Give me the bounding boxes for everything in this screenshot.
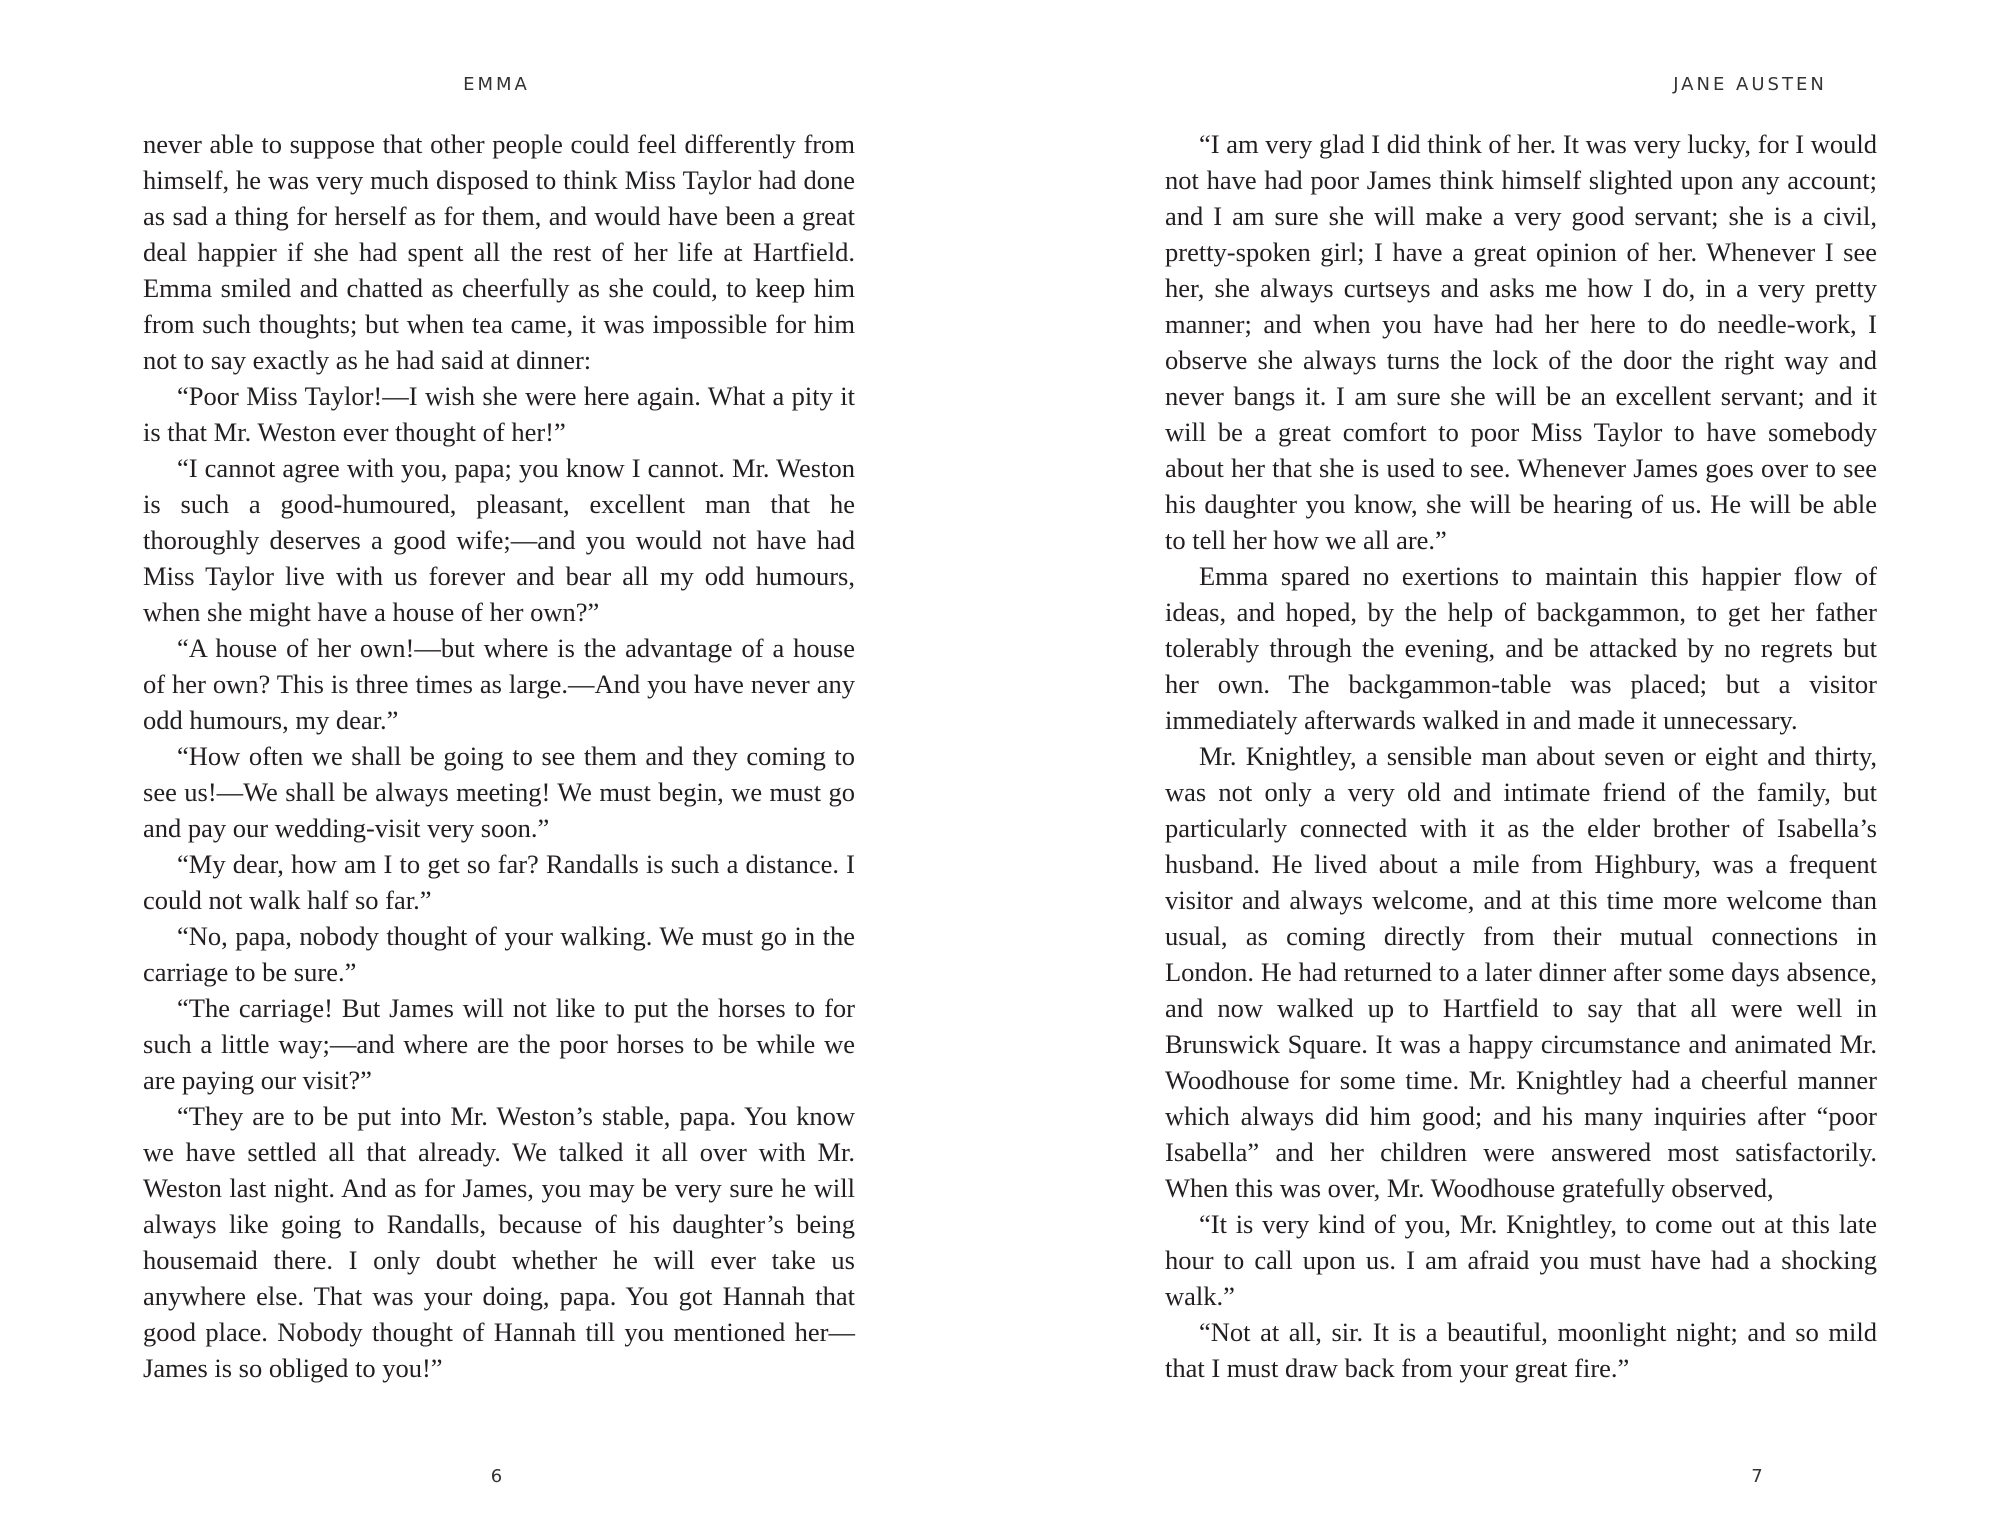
paragraph: “Not at all, sir. It is a beautiful, moonlight night; and so mild that I must draw back from your great fire.” [1165,1317,1877,1383]
paragraph: “I cannot agree with you, papa; you know I cannot. Mr. Weston is such a good-humoured, pleasant, excellent man that he thoroughly deserves a good wife;—and you would not have had Miss Taylor live with us forever and bear all my odd humours, when she might have a house of her own?” [143,453,855,627]
paragraph: “Poor Miss Taylor!—I wish she were here again. What a pity it is that Mr. Weston ever thought of her!” [143,381,855,447]
paragraph: “The carriage! But James will not like to put the horses to for such a little way;—and where are the poor horses to be while we are paying our visit?” [143,993,855,1095]
running-head-left: EMMA [463,74,530,95]
paragraph: never able to suppose that other people could feel differently from himself, he was very much disposed to think Miss Taylor had done as sad a thing for herself as for them, and would have been a great deal happier if she had spent all the rest of her life at Hartfield. Emma smiled and chatted as cheerfully as she could, to keep him from such thoughts; but when tea came, it was impossible for him not to say exactly as he had said at dinner: [143,129,855,375]
paragraph: “How often we shall be going to see them and they coming to see us!—We shall be always meeting! We must begin, we must go and pay our wedding-visit very soon.” [143,741,855,843]
paragraph: “I am very glad I did think of her. It was very lucky, for I would not have had poor James think himself slighted upon any account; and I am sure she will make a very good servant; she is a civil, pretty-spoken girl; I have a great opinion of her. Whenever I see her, she always curtseys and asks me how I do, in a very pretty manner; and when you have had her here to do needle-work, I observe she always turns the lock of the door the right way and never bangs it. I am sure she will be an excellent servant; and it will be a great comfort to poor Miss Taylor to have somebody about her that she is used to see. Whenever James goes over to see his daughter you know, she will be hearing of us. He will be able to tell her how we all are.” [1165,129,1877,555]
page-number-right: 7 [1751,1466,1763,1487]
page-number-left: 6 [490,1466,503,1487]
paragraph: “My dear, how am I to get so far? Randalls is such a distance. I could not walk half so far.” [143,849,855,915]
paragraph: “No, papa, nobody thought of your walking. We must go in the carriage to be sure.” [143,921,855,987]
left-page-body [143,126,855,1386]
right-page-body [1165,126,1877,1386]
paragraph: “It is very kind of you, Mr. Knightley, to come out at this late hour to call upon us. I am afraid you must have had a shocking walk.” [1165,1209,1877,1311]
paragraph: “They are to be put into Mr. Weston’s stable, papa. You know we have settled all that already. We talked it all over with Mr. Weston last night. And as for James, you may be very sure he will always like going to Randalls, because of his daughter’s being housemaid there. I only doubt whether he will ever take us anywhere else. That was your doing, papa. You got Hannah that good place. Nobody thought of Hannah till you mentioned her—James is so obliged to you!” [143,1101,855,1383]
paragraph: Mr. Knightley, a sensible man about seven or eight and thirty, was not only a very old and intimate friend of the family, but particularly connected with it as the elder brother of Isabella’s husband. He lived about a mile from Highbury, was a frequent visitor and always welcome, and at this time more welcome than usual, as coming directly from their mutual connections in London. He had returned to a later dinner after some days absence, and now walked up to Hartfield to say that all were well in Brunswick Square. It was a happy circumstance and animated Mr. Woodhouse for some time. Mr. Knightley had a cheerful manner which always did him good; and his many inquiries after “poor Isabella” and her children were answered most satisfactorily. When this was over, Mr. Woodhouse gratefully observed, [1165,741,1877,1203]
paragraph: Emma spared no exertions to maintain this happier flow of ideas, and hoped, by the help of backgammon, to get her father tolerably through the evening, and be attacked by no regrets but her own. The backgammon-table was placed; but a visitor immediately afterwards walked in and made it unnecessary. [1165,561,1877,735]
right-page [1000,0,2000,1524]
paragraph: “A house of her own!—but where is the advantage of a house of her own? This is three times as large.—And you have never any odd humours, my dear.” [143,633,855,735]
running-head-right: JANE AUSTEN [1673,74,1827,95]
